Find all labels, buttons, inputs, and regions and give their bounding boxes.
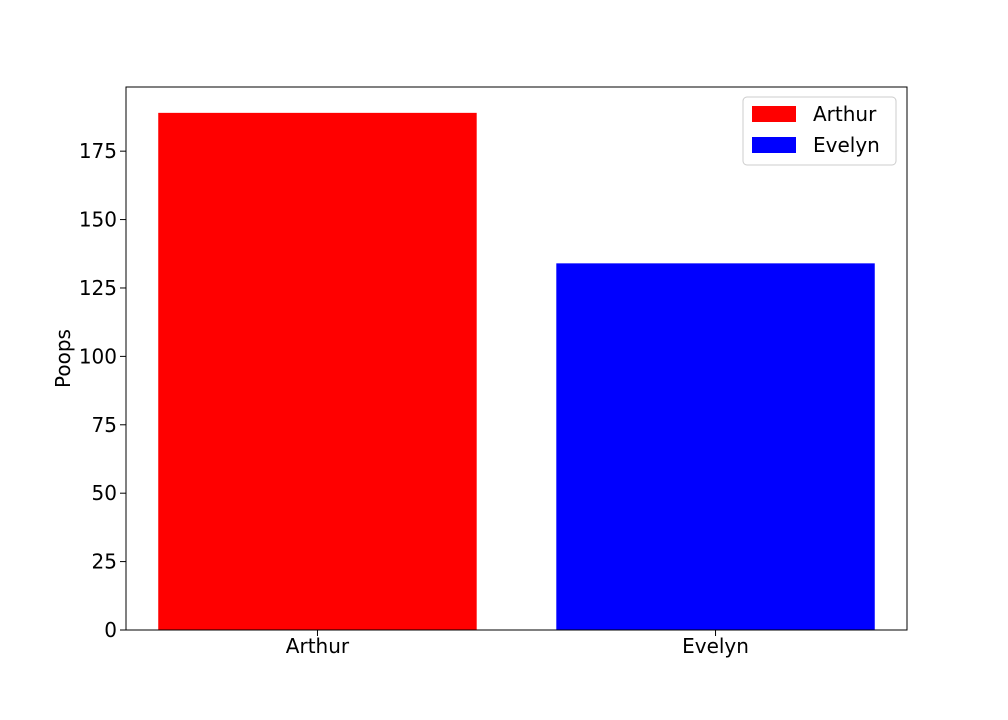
legend (743, 97, 896, 165)
x-tick-label: Evelyn (682, 634, 749, 658)
legend-label-arthur: Arthur (813, 102, 877, 126)
y-tick-label: 100 (78, 344, 117, 369)
y-tick-label: 0 (104, 618, 117, 642)
y-tick-label: 25 (91, 549, 117, 574)
legend-label-evelyn: Evelyn (813, 133, 880, 157)
legend-swatch-arthur (752, 106, 796, 122)
y-tick-label: 150 (78, 207, 117, 232)
y-tick-label: 125 (78, 275, 117, 300)
y-tick-label: 50 (91, 481, 117, 506)
y-tick-label: 75 (91, 412, 117, 437)
x-tick-label: Arthur (285, 634, 350, 658)
y-axis-title: Poops (51, 329, 75, 388)
bar-arthur (158, 113, 476, 630)
bar-evelyn (556, 263, 874, 630)
y-tick-label: 175 (78, 139, 117, 164)
legend-swatch-evelyn (752, 137, 796, 153)
